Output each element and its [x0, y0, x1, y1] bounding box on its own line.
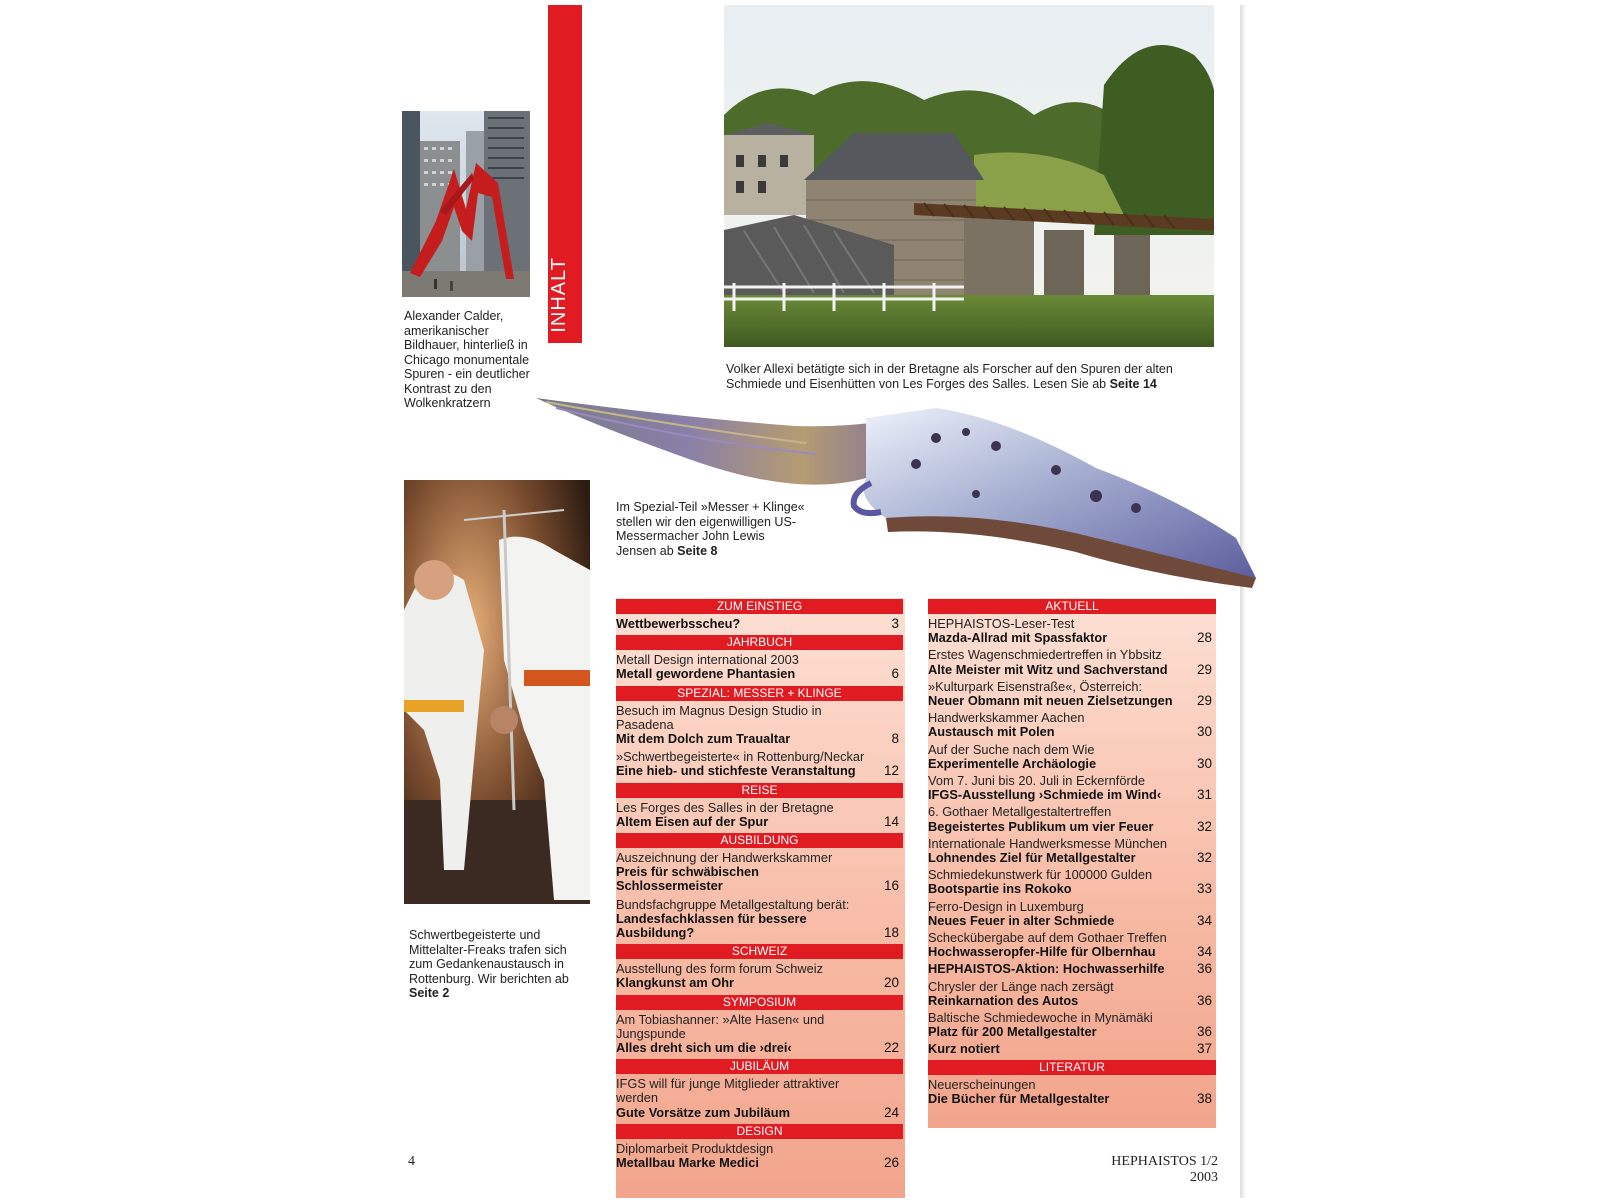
toc-entry-title: Kurz notiert [928, 1041, 1000, 1057]
toc-section-heading: LITERATUR [928, 1060, 1216, 1075]
toc-section-heading: ZUM EINSTIEG [616, 599, 903, 614]
toc-entry[interactable] [616, 1077, 903, 1120]
toc-entry-page: 3 [891, 616, 899, 631]
calder-caption-text: Alexander Calder, amerikanischer Bildhauer, hinterließ in Chicago monumentale Spuren - ein deutlicher Kontrast zu den Wolkenkratzern [404, 309, 530, 410]
toc-entry-kicker: Bundsfachgruppe Metallgestaltung berät: [616, 896, 850, 912]
forges-page-ref: Seite 14 [1109, 376, 1157, 391]
toc-entry-page: 30 [1196, 755, 1212, 771]
toc-entry-kicker: Auf der Suche nach dem Wie [928, 741, 1095, 757]
toc-entry-kicker: Chrysler der Länge nach zersägt [928, 978, 1114, 994]
toc-entry-page: 26 [883, 1155, 899, 1171]
toc-entry-page: 36 [1196, 1024, 1212, 1040]
toc-section-heading: JAHRBUCH [616, 635, 903, 650]
toc-entry-page: 34 [1196, 944, 1212, 960]
toc-entry-kicker: Schmiedekunstwerk für 100000 Gulden [928, 867, 1153, 883]
toc-entry-page: 22 [883, 1040, 899, 1056]
toc-entry-title: Neuer Obmann mit neuen Zielsetzungen [928, 693, 1173, 709]
toc-entry-kicker: Diplomarbeit Produktdesign [616, 1140, 774, 1156]
toc-right-column [928, 599, 1216, 1109]
toc-entry-kicker: Auszeichnung der Handwerkskammer [616, 850, 833, 866]
toc-entry[interactable] [928, 680, 1216, 708]
toc-entry-kicker: Besuch im Magnus Design Studio in Pasadena [616, 702, 822, 732]
knife-caption-text: Im Spezial-Teil »Messer + Klinge« stellen wir den eigenwilligen US-Messermacher John Lewis Jensen ab [616, 500, 805, 558]
toc-entry-kicker: Am Tobiashanner: »Alte Hasen« und Jungspunde [616, 1011, 825, 1041]
toc-entry[interactable] [928, 868, 1216, 896]
toc-entry-title: Bootspartie ins Rokoko [928, 881, 1072, 897]
toc-section-heading: AUSBILDUNG [616, 833, 903, 848]
toc-entry[interactable] [928, 743, 1216, 771]
section-label-bar [548, 5, 582, 343]
toc-entry-title: Neues Feuer in alter Schmiede [928, 912, 1115, 928]
toc-left-column [616, 599, 903, 1174]
toc-entry[interactable] [616, 617, 903, 631]
toc-entry-title: Preis für schwäbischen Schlossermeister [616, 864, 759, 894]
toc-entry-page: 24 [883, 1104, 899, 1120]
toc-entry-kicker: Ausstellung des form forum Schweiz [616, 961, 823, 977]
toc-entry[interactable] [928, 617, 1216, 645]
toc-entry-kicker: Scheckübergabe auf dem Gothaer Treffen [928, 930, 1167, 946]
toc-entry[interactable] [616, 898, 903, 941]
toc-entry[interactable] [928, 837, 1216, 865]
toc-entry-page: 32 [1196, 850, 1212, 866]
toc-entry-kicker: »Kulturpark Eisenstraße«, Österreich: [928, 678, 1143, 694]
sword-fighters-photo [404, 480, 590, 904]
toc-entry[interactable] [928, 962, 1216, 976]
toc-entry-title: Platz für 200 Metallgestalter [928, 1024, 1097, 1040]
toc-entry[interactable] [616, 801, 903, 829]
toc-entry-page: 34 [1196, 912, 1212, 928]
sword-page-ref: Seite 2 [409, 986, 450, 1000]
toc-entry-page: 8 [891, 731, 899, 747]
toc-entry-title: HEPHAISTOS-Aktion: Hochwasserhilfe [928, 961, 1165, 977]
page-edge [1240, 5, 1246, 1198]
toc-entry[interactable] [928, 931, 1216, 959]
toc-entry-title: Begeistertes Publikum um vier Feuer [928, 818, 1154, 834]
toc-entry-kicker: »Schwertbegeisterte« in Rottenburg/Neckar [616, 749, 865, 765]
page-number: 4 [408, 1154, 415, 1169]
toc-entry-title: Hochwasseropfer-Hilfe für Olbernhau [928, 944, 1156, 960]
toc-entry-kicker: Erstes Wagenschmiedertreffen in Ybbsitz [928, 647, 1162, 663]
toc-entry-kicker: Internationale Handwerksmesse München [928, 835, 1168, 851]
toc-entry[interactable] [616, 704, 903, 747]
toc-entry[interactable] [616, 750, 903, 778]
toc-entry-page: 37 [1196, 1041, 1212, 1057]
toc-section-heading: SYMPOSIUM [616, 995, 903, 1010]
toc-entry-page: 28 [1196, 630, 1212, 646]
toc-entry-kicker: HEPHAISTOS-Leser-Test [928, 616, 1075, 631]
toc-entry-title: Mit dem Dolch zum Traualtar [616, 731, 791, 747]
toc-entry-kicker: Vom 7. Juni bis 20. Juli in Eckernförde [928, 773, 1145, 789]
toc-entry-page: 32 [1196, 818, 1212, 834]
toc-entry-title: Metallbau Marke Medici [616, 1155, 759, 1171]
toc-entry-page: 14 [883, 813, 899, 829]
knife-caption [616, 500, 806, 558]
toc-entry-title: IFGS-Ausstellung ›Schmiede im Wind‹ [928, 787, 1162, 803]
magazine-issue: HEPHAISTOS 1/2 2003 [1111, 1154, 1218, 1185]
toc-entry-title: Reinkarnation des Autos [928, 992, 1079, 1008]
toc-entry[interactable] [928, 1042, 1216, 1056]
toc-entry-page: 18 [883, 925, 899, 941]
toc-entry-page: 33 [1196, 881, 1212, 897]
toc-entry[interactable] [928, 805, 1216, 833]
toc-entry-page: 20 [883, 975, 899, 991]
toc-section-heading: REISE [616, 783, 903, 798]
toc-entry[interactable] [928, 900, 1216, 928]
toc-entry-title: Mazda-Allrad mit Spassfaktor [928, 630, 1108, 646]
toc-entry-kicker: Ferro-Design in Luxemburg [928, 898, 1084, 914]
forges-caption-text: Volker Allexi betätigte sich in der Bretagne als Forscher auf den Spuren der alten Schmiede und Eisenhütten von Les Forges des Salles. Lesen Sie ab [726, 362, 1173, 391]
sword-caption-text: Schwertbegeisterte und Mittelalter-Freaks trafen sich zum Gedankenaustausch in Rottenburg. Wir berichten ab [409, 928, 569, 986]
toc-entry-kicker: Handwerkskammer Aachen [928, 710, 1085, 726]
toc-entry[interactable] [928, 648, 1216, 676]
toc-entry[interactable] [616, 962, 903, 990]
calder-caption [404, 309, 532, 411]
toc-entry-title: Die Bücher für Metallgestalter [928, 1090, 1110, 1106]
toc-entry[interactable] [616, 851, 903, 894]
toc-section-heading: DESIGN [616, 1124, 903, 1139]
toc-entry-page: 16 [883, 878, 899, 894]
toc-entry-title: Austausch mit Polen [928, 724, 1055, 740]
toc-entry-title: Metall gewordene Phantasien [616, 666, 796, 682]
toc-entry-page: 38 [1196, 1090, 1212, 1106]
toc-section-heading: AKTUELL [928, 599, 1216, 614]
toc-section-heading: SPEZIAL: MESSER + KLINGE [616, 686, 903, 701]
toc-entry-page: 6 [891, 666, 899, 682]
toc-entry-page: 31 [1196, 787, 1212, 803]
toc-entry-title: Wettbewerbsscheu? [616, 616, 741, 631]
toc-entry-kicker: Les Forges des Salles in der Bretagne [616, 799, 834, 815]
toc-section-heading: JUBILÄUM [616, 1059, 903, 1074]
toc-entry-kicker: 6. Gothaer Metallgestaltertreffen [928, 804, 1112, 820]
toc-entry-title: Lohnendes Ziel für Metallgestalter [928, 850, 1136, 866]
toc-entry-page: 36 [1196, 992, 1212, 1008]
toc-entry[interactable] [616, 1013, 903, 1056]
toc-entry-kicker: Metall Design international 2003 [616, 652, 799, 668]
toc-entry-title: Eine hieb- und stichfeste Veranstaltung [616, 763, 856, 779]
toc-entry-page: 30 [1196, 724, 1212, 740]
toc-entry[interactable] [928, 980, 1216, 1008]
toc-entry[interactable] [616, 1142, 903, 1170]
forges-des-salles-photo [724, 5, 1214, 347]
toc-entry-page: 12 [883, 763, 899, 779]
toc-entry[interactable] [928, 1078, 1216, 1106]
toc-entry[interactable] [928, 774, 1216, 802]
forges-caption [726, 362, 1226, 391]
toc-entry-title: Experimentelle Archäologie [928, 755, 1097, 771]
toc-entry-kicker: Neuerscheinungen [928, 1076, 1036, 1092]
sword-caption [409, 928, 569, 1001]
toc-entry[interactable] [928, 1011, 1216, 1039]
calder-sculpture-photo [402, 111, 530, 297]
toc-entry-title: Gute Vorsätze zum Jubiläum [616, 1104, 790, 1120]
section-label: INHALT [548, 257, 570, 333]
toc-entry[interactable] [616, 653, 903, 681]
toc-entry-title: Landesfachklassen für bessere Ausbildung? [616, 910, 807, 941]
toc-entry-kicker: IFGS will für junge Mitglieder attraktiver werden [616, 1076, 840, 1106]
toc-entry-title: Alte Meister mit Witz und Sachverstand [928, 661, 1168, 677]
toc-section-heading: SCHWEIZ [616, 944, 903, 959]
toc-entry-title: Altem Eisen auf der Spur [616, 813, 769, 829]
knife-page-ref: Seite 8 [677, 543, 718, 558]
jensen-knife-photo [536, 398, 1256, 598]
toc-entry-page: 36 [1196, 961, 1212, 977]
toc-entry-title: Klangkunst am Ohr [616, 975, 735, 991]
toc-entry-kicker: Baltische Schmiedewoche in Mynämäki [928, 1010, 1153, 1026]
toc-entry-page: 29 [1196, 661, 1212, 677]
toc-entry[interactable] [928, 711, 1216, 739]
toc-entry-title: Alles dreht sich um die ›drei‹ [616, 1040, 792, 1056]
toc-entry-page: 29 [1196, 693, 1212, 709]
